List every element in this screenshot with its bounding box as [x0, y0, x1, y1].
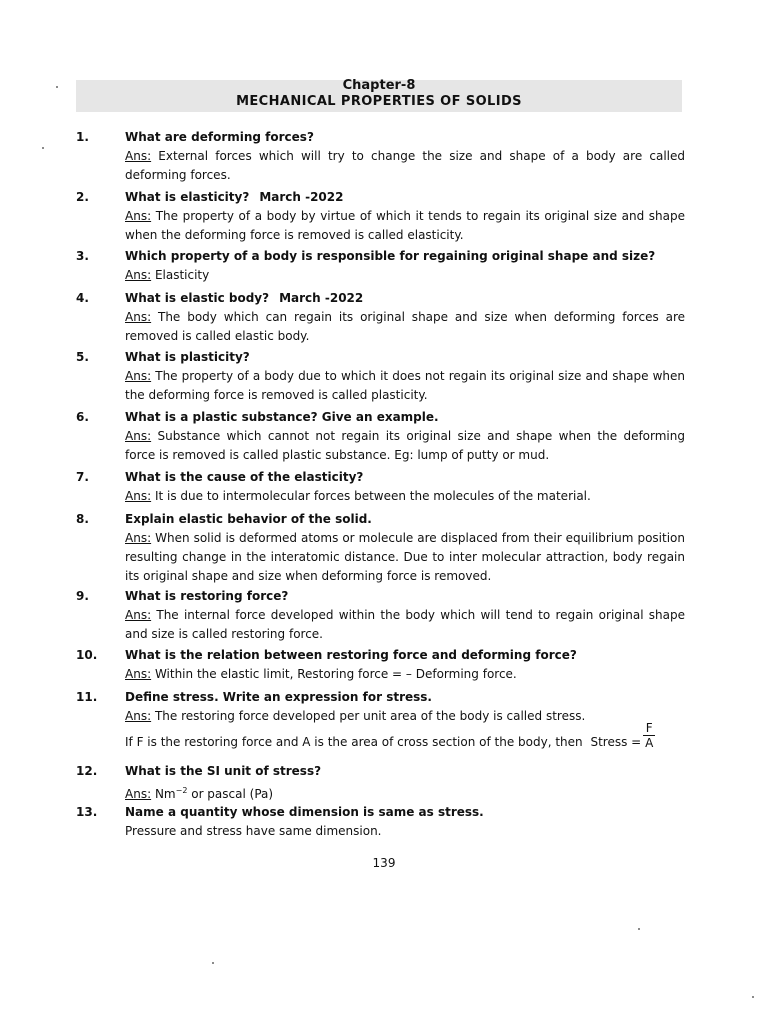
question-number: 12.: [76, 764, 98, 778]
scan-speck: [638, 928, 640, 930]
answer-text: Ans: The body which can regain its original shape and size when deforming forces are removed is called elastic body.: [125, 310, 685, 343]
chapter-title: MECHANICAL PROPERTIES OF SOLIDS: [236, 94, 522, 109]
exam-date: March -2022: [279, 291, 364, 305]
fraction-denominator: A: [645, 736, 654, 750]
question-number: 6.: [76, 410, 89, 424]
question-text: What is a plastic substance? Give an example.: [125, 410, 439, 424]
answer-text: Ans: Elasticity: [125, 268, 210, 282]
question-text: What is the relation between restoring force and deforming force?: [125, 648, 577, 662]
formula-description: If F is the restoring force and A is the area of cross section of the body, then: [125, 735, 583, 749]
page-number: 139: [372, 856, 396, 870]
question-number: 3.: [76, 249, 89, 263]
question-number: 13.: [76, 805, 98, 819]
question-number: 1.: [76, 130, 89, 144]
question-number: 9.: [76, 589, 89, 603]
question-text: What is plasticity?: [125, 350, 250, 364]
question-number: 11.: [76, 690, 98, 704]
question-text: Define stress. Write an expression for stress.: [125, 690, 432, 704]
answer-text: Pressure and stress have same dimension.: [125, 824, 382, 838]
answer-text: Ans: When solid is deformed atoms or molecule are displaced from their equilibrium position resulting change in the interatomic distance. Due to inter molecular attraction, body regain its original shape and size when deforming force is removed.: [125, 531, 685, 583]
question-number: 4.: [76, 291, 89, 305]
unit-exponent: −2: [175, 786, 188, 795]
question-number: 7.: [76, 470, 89, 484]
scan-speck: [56, 86, 58, 88]
scan-speck: [752, 996, 754, 998]
answer-text: Ans: $Nm^{-2}$ or pascal (Pa): [125, 786, 274, 801]
chapter-number: Chapter-8: [342, 78, 416, 93]
question-text: What is the cause of the elasticity?: [125, 470, 364, 484]
question-number: 10.: [76, 648, 98, 662]
exam-date: March -2022: [259, 190, 344, 204]
answer-text: Ans: The internal force developed within the body which will tend to regain original shape and size is called restoring force.: [125, 608, 685, 641]
question-number: 8.: [76, 512, 89, 526]
question-text: Name a quantity whose dimension is same as stress.: [125, 805, 484, 819]
answer-text: Ans: External forces which will try to change the size and shape of a body are called deforming forces.: [125, 149, 685, 182]
question-text: What is the SI unit of stress?: [125, 764, 322, 778]
answer-text: Ans: The property of a body by virtue of which it tends to regain its original size and shape when the deforming force is removed is called elasticity.: [125, 209, 685, 242]
question-text: What is elastic body? March -2022: [125, 291, 364, 305]
question-text: What is restoring force?: [125, 589, 289, 603]
answer-text: Ans: The restoring force developed per unit area of the body is called stress.: [125, 709, 586, 723]
formula-lhs: Stress =: [590, 735, 642, 749]
scan-speck: [42, 147, 44, 149]
question-text: What are deforming forces?: [125, 130, 314, 144]
question-number: 5.: [76, 350, 89, 364]
question-text: Explain elastic behavior of the solid.: [125, 512, 372, 526]
stress-fraction: [643, 721, 655, 750]
question-text: Which property of a body is responsible for regaining original shape and size?: [125, 249, 656, 263]
answer-text: Ans: Substance which cannot not regain its original size and shape when the deforming force is removed is called plastic substance. Eg: lump of putty or mud.: [125, 429, 685, 462]
unit-rest: or pascal (Pa): [187, 787, 274, 801]
scan-speck: [212, 962, 214, 964]
stress-formula: [125, 721, 695, 752]
fraction-numerator: F: [645, 721, 653, 735]
answer-text: Ans: Within the elastic limit, Restoring force = – Deforming force.: [125, 667, 517, 681]
answer-text: Ans: The property of a body due to which it does not regain its original size and shape when the deforming force is removed is called plasticity.: [125, 369, 685, 402]
question-number: 2.: [76, 190, 89, 204]
question-text: What is elasticity? March -2022: [125, 190, 344, 204]
answer-text: Ans: It is due to intermolecular forces between the molecules of the material.: [125, 489, 591, 503]
